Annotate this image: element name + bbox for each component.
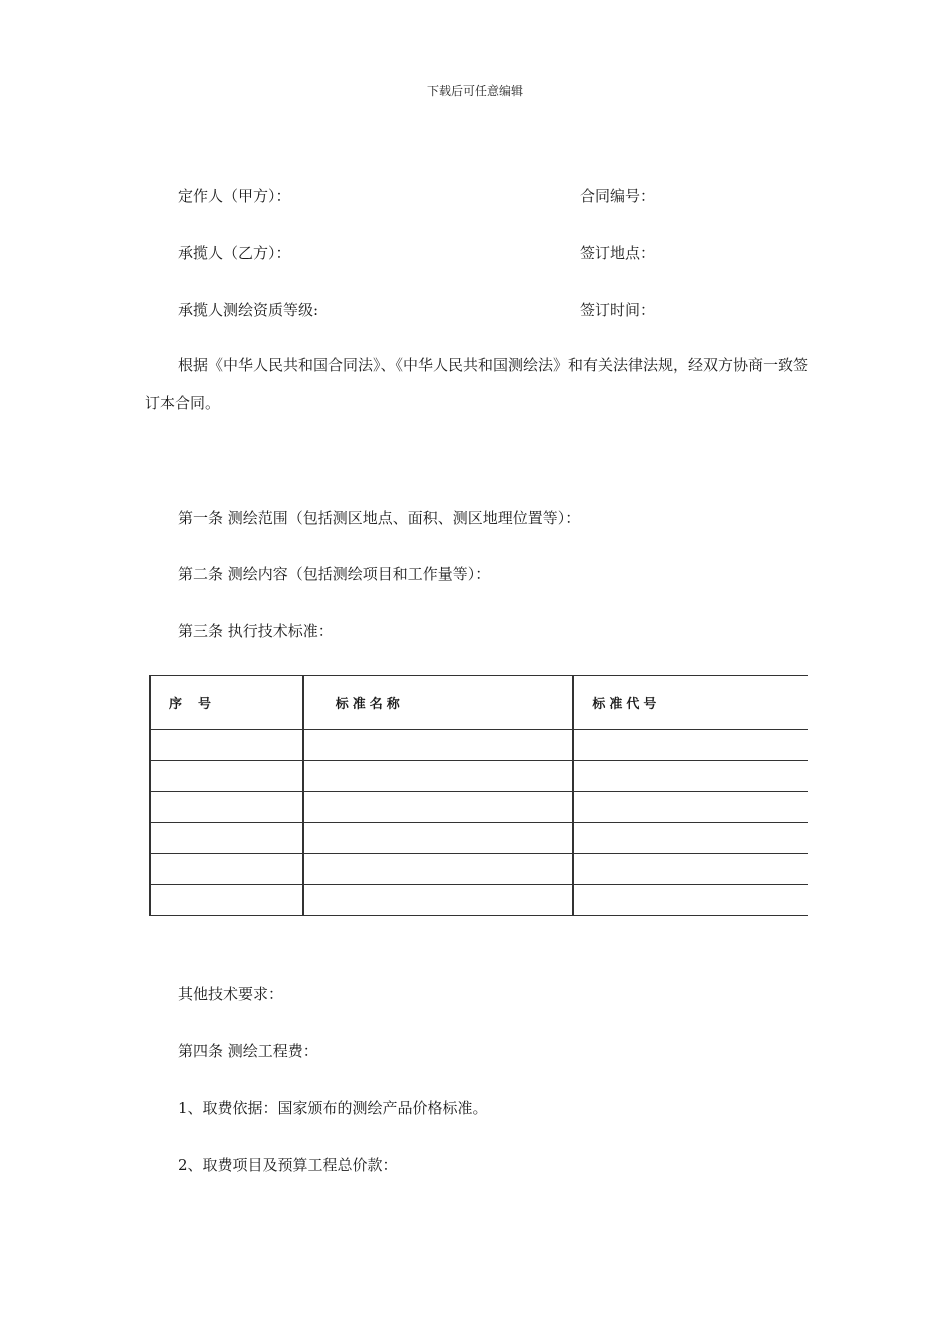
- table-header-row: [150, 676, 808, 730]
- table-cell[interactable]: [573, 823, 808, 854]
- page-header-note: 下载后可任意编辑: [426, 84, 523, 98]
- table-cell[interactable]: [573, 885, 808, 916]
- contract-no-label: 合同编号：: [580, 187, 656, 205]
- header-serial-no: 序号: [150, 676, 303, 730]
- article-3: 第三条 执行技术标准：: [178, 622, 333, 640]
- table-cell[interactable]: [150, 854, 303, 885]
- table-cell[interactable]: [303, 792, 574, 823]
- party-a-label: 定作人（甲方）：: [178, 187, 291, 205]
- table-cell[interactable]: [303, 885, 574, 916]
- table-cell[interactable]: [150, 730, 303, 761]
- table-row: [150, 730, 808, 761]
- fee-items-item: 2、取费项目及预算工程总价款：: [178, 1156, 398, 1174]
- table-row: [150, 885, 808, 916]
- table-cell[interactable]: [573, 792, 808, 823]
- table-cell[interactable]: [303, 730, 574, 761]
- header-standard-code: 标准代号: [573, 676, 808, 730]
- sign-place-label: 签订地点：: [580, 244, 656, 262]
- other-requirements-label: 其他技术要求：: [178, 985, 284, 1003]
- article-2: 第二条 测绘内容（包括测绘项目和工作量等）：: [178, 565, 491, 583]
- table-cell[interactable]: [150, 823, 303, 854]
- table-row: [150, 792, 808, 823]
- table-cell[interactable]: [573, 854, 808, 885]
- table-cell[interactable]: [150, 885, 303, 916]
- table-row: [150, 761, 808, 792]
- sign-time-label: 签订时间：: [580, 301, 656, 319]
- table-cell[interactable]: [573, 730, 808, 761]
- table-cell[interactable]: [303, 761, 574, 792]
- table-cell[interactable]: [303, 854, 574, 885]
- table-cell[interactable]: [150, 761, 303, 792]
- fee-basis-item: 1、取费依据：国家颁布的测绘产品价格标准。: [178, 1099, 488, 1117]
- table-row: [150, 854, 808, 885]
- standards-table: [149, 675, 808, 916]
- qualification-label: 承揽人测绘资质等级:: [178, 301, 319, 319]
- article-4: 第四条 测绘工程费：: [178, 1042, 318, 1060]
- table-cell[interactable]: [150, 792, 303, 823]
- table-row: [150, 823, 808, 854]
- preamble-paragraph: 根据《中华人民共和国合同法》、《中华人民共和国测绘法》和有关法律法规，经双方协商一致签订本合同。: [145, 356, 809, 412]
- table-cell[interactable]: [303, 823, 574, 854]
- article-1: 第一条 测绘范围（包括测区地点、面积、测区地理位置等）：: [178, 509, 581, 527]
- table-cell[interactable]: [573, 761, 808, 792]
- header-standard-name: 标准名称: [303, 676, 574, 730]
- party-b-label: 承揽人（乙方）：: [178, 244, 291, 262]
